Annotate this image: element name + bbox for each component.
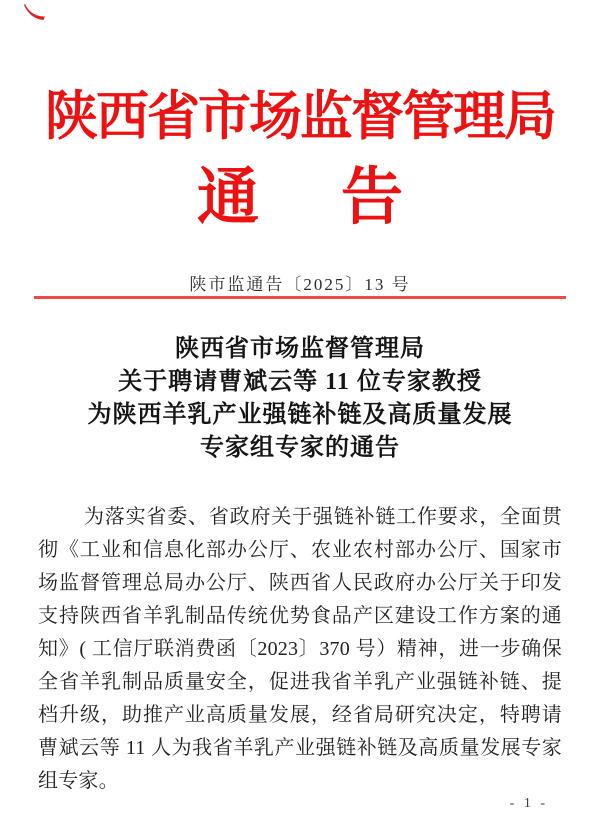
doc-type-char-1: 通 xyxy=(196,164,259,232)
doc-type-char-2: 告 xyxy=(341,164,404,232)
notice-body xyxy=(38,501,562,798)
notice-title-line: 陕西省市场监督管理局 xyxy=(175,336,425,362)
notice-title-line: 关于聘请曹斌云等 11 位专家教授 xyxy=(118,369,482,395)
notice-title-line: 为陕西羊乳产业强链补链及高质量发展 xyxy=(87,402,513,428)
org-name-heading: 陕西省市场监督管理局 xyxy=(45,88,555,146)
notice-title xyxy=(40,333,560,465)
notice-title-line: 专家组专家的通告 xyxy=(200,435,400,461)
red-stroke-mark-icon xyxy=(24,3,46,21)
doc-number: 陕市监通告〔2025〕13 号 xyxy=(189,275,411,294)
header-divider-rule xyxy=(34,296,566,299)
doc-type-heading xyxy=(0,163,600,234)
body-paragraph: 为落实省委、省政府关于强链补链工作要求，全面贯彻《工业和信息化部办公厅、农业农村部办公厅、国家市场监督管理总局办公厅、陕西省人民政府办公厅关于印发支持陕西省羊乳制品传统优势食品产区建设工作方案的通知》( 工信厅联消费函〔2023〕370 号）精神，进一步确保全省羊乳制品质量安全，促进我省羊乳产业强链补链、提档升级，助推产业高质量发展，经省局研究决定，特聘请曹斌云等 11 人为我省羊乳产业强链补链及高质量发展专家组专家。 xyxy=(38,506,562,792)
page-number: - 1 - xyxy=(509,796,548,811)
